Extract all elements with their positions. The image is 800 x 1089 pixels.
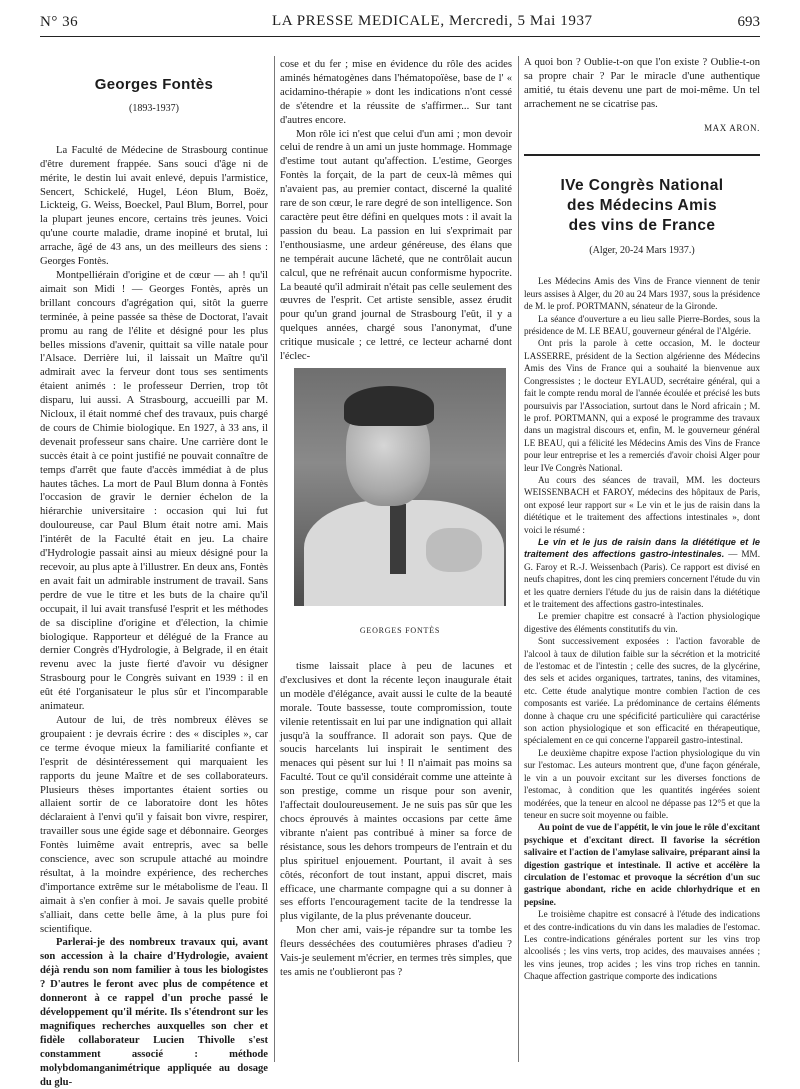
obituary-paragraph: Autour de lui, de très nombreux élèves se groupaient : je devrais écrire : des « disciples », car ce terme évoque mieux la familiarité confiante et l'esprit de désintéressement qui marquaient les rapports du jeune Maître et de ses collaborateurs. Plusieurs thèses importantes étaient sorties ou allaient sortir de ce laboratoire dont les hôtes déclaraient à l'envi qu'il y faisait bon vivre, respirer, travailler sous une égide sage et débonnaire. Georges Fontès luimême avait entrepris, avec sa belle conscience, avec son scrupule attaché au moindre résultat, à la moindre expérience, des recherches d'importance extrême sur le métabolisme de l'eau. Il aimait à s'en confier à moi. Je savais quelle probité s'alliait, dans cette belle âme, à la plus pure foi scientifique. [40, 714, 268, 935]
obituary-paragraph: A quoi bon ? Oublie-t-on que l'on existe ? Oublie-t-on sa propre chair ? Par le miracle d'une authentique amitié, tu étais devenu une part de moi-même. Un tel arrachement ne se cicatrise pas. [524, 57, 760, 110]
page-header [40, 0, 760, 40]
obituary-dates: (1893-1937) [129, 102, 179, 114]
column-divider [518, 56, 519, 1062]
congress-title-line: IVe Congrès National [560, 176, 724, 194]
obituary-paragraph: Montpelliérain d'origine et de cœur — ah ! qu'il aimait son Midi ! — Georges Fontès, après un brillant concours d'agrégation qui, sitôt la guerre terminée, à peine passée sa thèse de Doctorat, l'avait promu au rang de l'élite et désigné pour les plus belles missions d'avenir, quittait sa ville natale pour l'Alsace. Derrière lui, il laissait un Maître qu'il admirait avec la ferveur dont tous ses sentiments étaient animés : le professeur Derrien, trop tôt disparu, lui aussi. A Strasbourg, accueilli par M. Nicloux, il était nommé chef des travaux, puis chargé de cours de Chimie biologique. En 1927, à 33 ans, il devenait professeur sans chaire. Une carrière dont le succès était à ce point justifié ne pouvait connaître de temps d'arrêt que faute d'accès immédiat à de plus hautes tâches. La mort de Paul Blum donna à Fontès l'occasion de gravir le dernier échelon de la hiérarchie universitaire : occasion qui lui fut douloureuse, car Paul Blum était notre ami. Mais l'intérêt de la Faculté était en jeu. La chaire d'Hydrologie passait ainsi au mieux désigné pour la recevoir, au plus apte à l'illustrer. En deux ans, Fontès en avait fait un admirable instrument de travail. Sans perdre de vue le titre et les buts de la chaire qu'il occupait, il lui avait transfusé l'esprit et les méthodes de sa discipline d'origine et d'élection, la chimie biologique. Rapporteur et délégué de la France au dernier Congrès d'Hydrologie, à Belgrade, il en était revenu avec la juste fierté d'avoir vu désigner Strasbourg pour le Congrès suivant en 1939 : il en eût été l'organisateur le plus sûr et l'incomparable animateur. [40, 269, 269, 713]
journal-title: LA PRESSE MEDICALE, Mercredi, 5 Mai 1937 [272, 13, 593, 29]
article-paragraph: Au cours des séances de travail, MM. les docteurs WEISSENBACH et FAROY, médecins des hôpitaux de Paris, ont exposé leur rapport sur « Le vin et le jus de raisin dans la diététique et le traitement des affections intestinales », dont voici le résumé : [524, 474, 760, 535]
obituary-paragraph: La Faculté de Médecine de Strasbourg continue d'être durement frappée. Sans souci d'âge ni de mérite, le destin lui avait enlevé, depuis l'armistice, Sencert, Schickelé, Hugel, Léon Blum, Boëz, Lickteig, G. Weiss, Boeckel, Paul Blum, Borrel, pour la plupart jeunes encore, certains très jeunes. Voici qu'une courte maladie, drame inopiné et brutal, lui arrache, âgé de 43 ans, un des meilleurs des siens : Georges Fontès. [40, 144, 268, 268]
obituary-paragraph: Parlerai-je des nombreux travaux qui, avant son accession à la chaire d'Hydrologie, avaient déjà rendu son nom familier à tous les biologistes ? D'autres le feront avec plus de compétence et donneront à ce rappel d'un proche passé le développement qu'il mérite. Ils s'étendront sur les magnifiques recherches auxquelles son cher et fidèle collaborateur Lucien Thivolle s'est constamment associé : méthode molybdomanganimétrique appliquée au dosage du glu- [40, 937, 268, 1088]
author-signature: MAX ARON. [704, 122, 760, 133]
congress-title-line: des Médecins Amis [566, 196, 718, 214]
obituary-title: Georges Fontès [94, 76, 214, 93]
photo-hair-shape [344, 386, 434, 426]
congress-title-line: des vins de France [568, 216, 716, 234]
page-number: 693 [737, 14, 760, 30]
obituary-paragraph: cose et du fer ; mise en évidence du rôle des acides aminés hématogènes dans l'hématopoïèse, base de l' « acidamino-thérapie » dont les indications n'ont cessé de s'étendre et la réussite de s'affirmer... Sur tant d'autres encore. [280, 59, 512, 126]
report-title: Le vin et le jus de raisin dans la diététique et le traitement des affections gastro-intestinales. [524, 536, 760, 560]
obituary-paragraph: tisme laissait place à peu de lacunes et d'exclusives et dont la récente leçon inaugurale était un modèle d'élégance, avait aussi le culte de la beauté morale. Toute bassesse, toute compromission, toute vilenie retentissait en lui par une indignation qui allait jusqu'à la souffrance. Il adorait son pays. Que de soucis harcelants lui inspirait le sentiment des menaces qui pèsent sur lui ! Il n'aimait pas moins sa Faculté. Tout ce qu'il considérait comme une atteinte à son prestige, comme un risque pour son avenir, l'affectait douloureusement. Je ne suis pas sûr que les chocs éprouvés à maintes occasions par cette âme vibrante n'aient pas contribué à miner sa force de résistance, sous les dehors trompeurs de l'entrain et du plus spirituel enjouement. Pourtant, il avait à ses côtés, réconfort de tout instant, appui discret, mais efficace, une charmante compagne qui a su donner à ses efforts l'encouragement tacite de la tendresse la plus vigilante, de la plus prévenante douceur. [280, 661, 512, 923]
article-paragraph: Ont pris la parole à cette occasion, M. le docteur LASSERRE, président de la Section algérienne des Médecins Amis des Vins de France qui a souhaité la bienvenue aux Congressistes ; le docteur EYLAUD, secrétaire général, qui a fait le compte rendu moral de l'année écoulée et précisé les buts poursuivis par l'Association, surtout dans le Nord africain ; M. le prof. PORTMANN, qui a exposé le programme des travaux dans un magistral discours et, enfin, M. le gouverneur général LE BEAU, qui a félicité les Médecins Amis des Vins de France pour leur entreprise et les a remerciés d'avoir choisi Alger pour leur IVe Congrès National. [524, 338, 760, 473]
photo-caption: GEORGES FONTÈS [359, 626, 441, 635]
header-rule [40, 36, 760, 37]
article-paragraph: La séance d'ouverture a eu lieu salle Pierre-Bordes, sous la présidence de M. LE BEAU, gouverneur général de l'Algérie. [524, 313, 760, 337]
section-rule [524, 154, 760, 156]
obituary-column-1 [40, 56, 268, 1089]
article-paragraph: Au point de vue de l'appétit, le vin joue le rôle d'excitant psychique et d'excitant direct. Il favorise la sécrétion salivaire et l'action de l'amylase salivaire, préparant ainsi la digestion gastrique et intestinale. Il active et accélère la circulation de l'estomac et provoque la sécrétion d'un suc gastrique abondant, riche en acide chlorhydrique et en pepsine. [524, 822, 760, 907]
photo-tie-shape [390, 504, 406, 574]
article-paragraph: Le troisième chapitre est consacré à l'étude des indications et des contre-indications du vin dans les maladies de l'estomac. Les contre-indications générales portent sur les vins trop alcoolisés ; les vins verts, trop acides, des mauvaises années ; les vins jeunes, trop acides ; les vins trop riches en tannin. Chaque affection gastrique comporte des indications [524, 909, 760, 982]
article-paragraph: Le deuxième chapitre expose l'action physiologique du vin sur l'estomac. Les auteurs montrent que, d'une façon générale, le vin a un pouvoir excitant sur les diverses fonctions de l'estomac, à condition que les quantités ingérées soient modérées, que la teneur en alcool ne dépasse pas 12°5 et que la teneur en sucre soit moyenne ou faible. [524, 747, 760, 820]
report-summary: — MM. G. Faroy et R.-J. Weissenbach (Paris). Ce rapport est divisé en neufs chapitres, dont les cinq premiers concernent l'étude du vin et les quatre derniers l'étude du jus de raisin dans la diététique et le traitement des affections gastro-intestinales. [524, 549, 760, 609]
article-paragraph: Sont successivement exposées : l'action favorable de l'alcool à taux de dilution faible sur la sécrétion et la motricité de l'estomac et de l'intestin ; celle des sucres, de la glycérine, des sels et acides organiques, tartrates, tanins, des vitamines, etc. Cette étude analytique montre combien l'action de ces composants est variée. La prédominance de certains éléments donne à chaque cru une spécificité particulière qui caractérise son action physiologique et son efficacité en thérapeutique, spécialement en ce qui concerne l'appareil gastro-intestinal. [524, 636, 760, 746]
obituary-paragraph: Mon cher ami, vais-je répandre sur ta tombe les fleurs desséchées des coutumières phrases d'adieu ? Vais-je seulement m'écrier, en termes très simples, que tes amis ne t'oublieront pas ? [280, 925, 512, 978]
obituary-paragraph: Mon rôle ici n'est que celui d'un ami ; mon devoir celui de rendre à un ami un juste hommage. Hommage d'estime tout autant qu'affection. L'estime, Georges Fontès la forçait, de la part de ceux-là mêmes qui n'avaient pas, au premier contact, discerné la qualité rare de son cœur, le rare degré de son intelligence. Son caractère peut être défini en quelques mots : il avait la passion du beau. La passion en lui s'exprimait par l'enthousiasme, une ardeur généreuse, des élans que ne tempérait aucune lâcheté, que ne contrôlait aucun calcul, que ne refrénait aucun conformisme hypocrite. La beauté qu'il admirait n'était pas celle seulement des œuvres de l'esprit. Cet artiste sensible, assez érudit pour qu'un grand journal de Strasbourg l'eût, il y a quelques années, chargé sous l'anonymat, d'une critique musicale ; ce lettré, ce lecteur acharné dont l'éclec- [280, 128, 512, 363]
congress-article [524, 275, 760, 982]
congress-title [524, 176, 760, 236]
portrait-photo [294, 368, 506, 606]
obituary-column-2 [280, 58, 512, 364]
article-paragraph: Les Médecins Amis des Vins de France viennent de tenir leurs assises à Alger, du 20 au 24 Mars 1937, sous la présidence de M. le prof. PORTMANN, sénateur de la Gironde. [524, 276, 760, 312]
column-divider [274, 56, 275, 1062]
obituary-column-2-bottom [280, 660, 512, 980]
photo-hand-shape [426, 528, 482, 572]
column-3 [524, 56, 760, 983]
article-paragraph: Le premier chapitre est consacré à l'action physiologique digestive des éléments constitutifs du vin. [524, 611, 760, 634]
congress-subtitle: (Alger, 20-24 Mars 1937.) [589, 244, 695, 256]
article-paragraph [524, 536, 760, 610]
issue-number: N° 36 [40, 14, 79, 30]
